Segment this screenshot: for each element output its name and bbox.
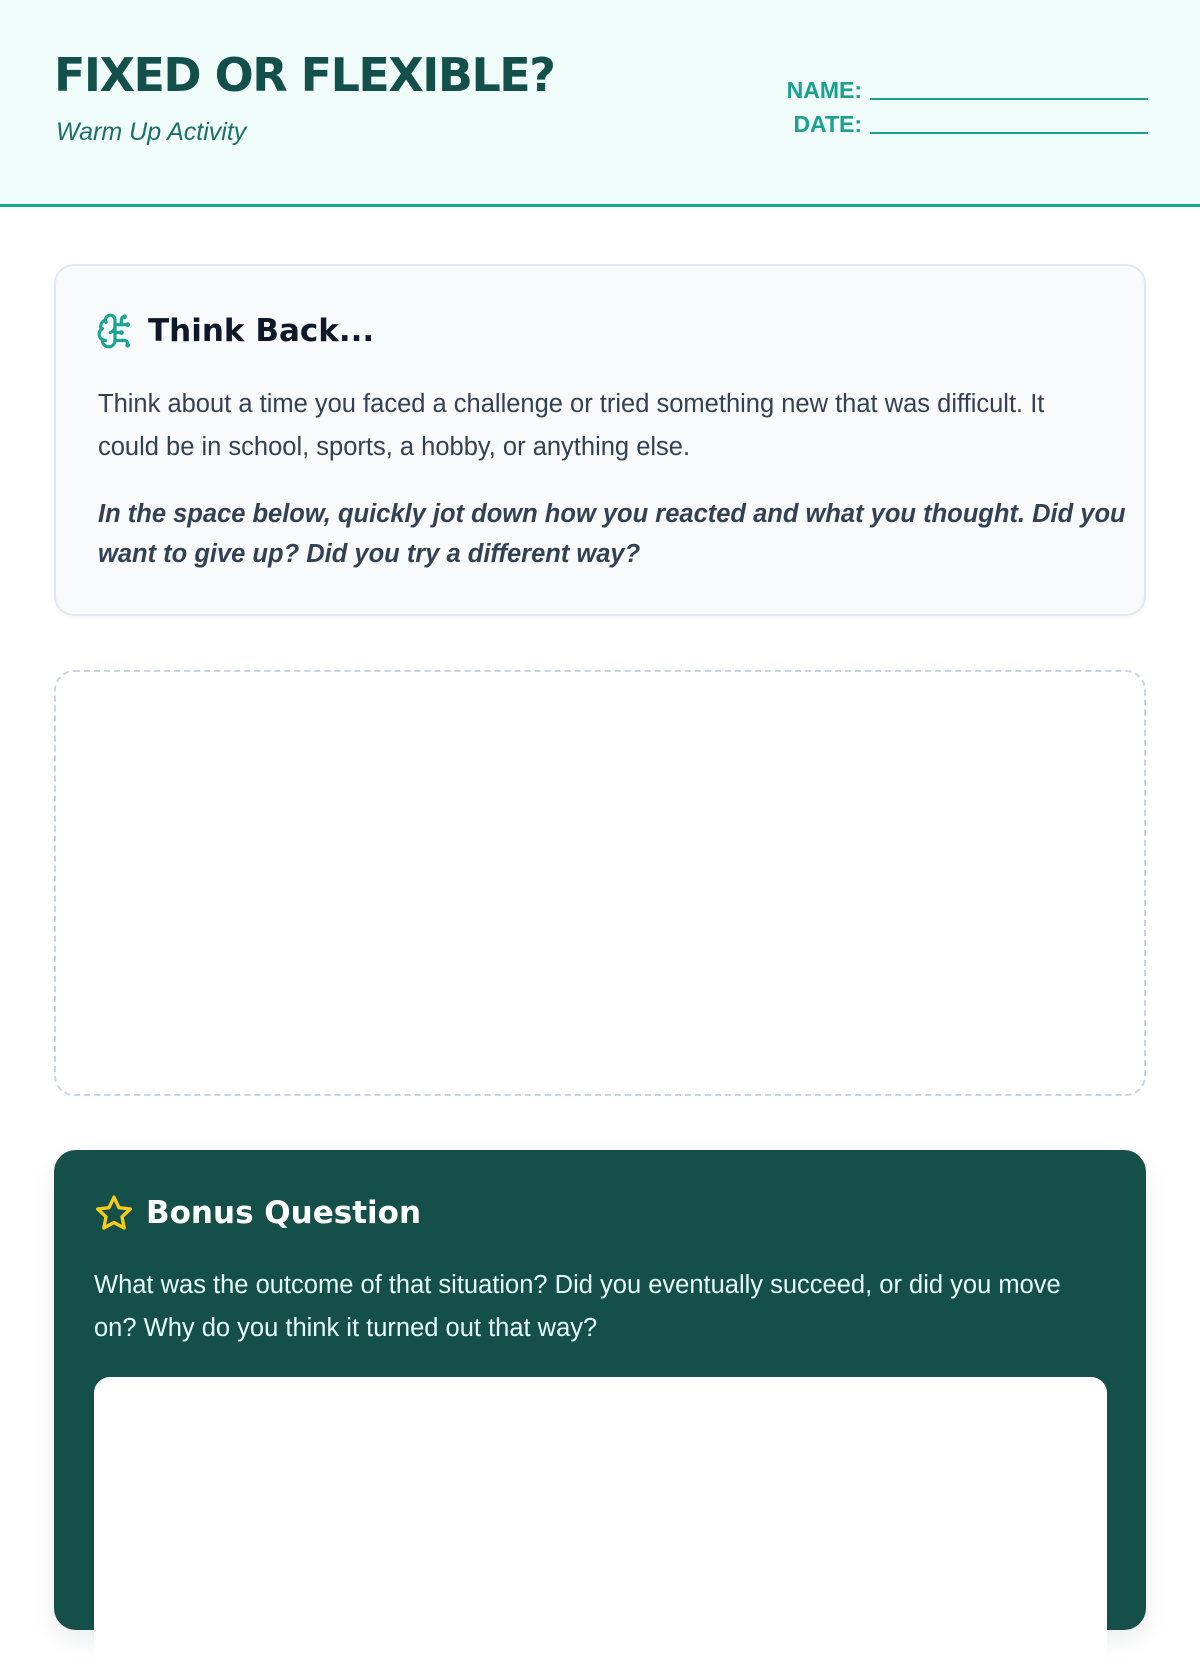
think-back-title: Think Back... [148, 313, 375, 349]
student-info [776, 70, 1148, 138]
date-row [776, 104, 1148, 138]
bonus-answer-space[interactable] [94, 1377, 1107, 1677]
brain-icon [96, 312, 134, 350]
think-back-card [54, 264, 1146, 616]
bonus-question-card [54, 1150, 1146, 1630]
name-field[interactable] [870, 74, 1148, 100]
page-header [0, 0, 1200, 207]
star-icon [94, 1193, 134, 1233]
page-subtitle: Warm Up Activity [56, 118, 247, 146]
think-back-text: Think about a time you faced a challenge or tried something new that was difficult. It could be in school, sports, a hobby, or anything else. [98, 390, 1045, 461]
bonus-text: What was the outcome of that situation? Did you eventually succeed, or did you move on? Why do you think it turned out that way? [94, 1271, 1061, 1342]
page-title: FIXED OR FLEXIBLE? [54, 48, 555, 102]
answer-space[interactable] [54, 670, 1146, 1096]
bonus-heading [94, 1193, 421, 1233]
bonus-title: Bonus Question [146, 1195, 422, 1231]
name-label: NAME: [786, 77, 862, 103]
date-field[interactable] [870, 108, 1148, 134]
name-row [776, 70, 1148, 104]
date-label: DATE: [793, 111, 862, 137]
think-back-heading [96, 312, 374, 350]
think-back-instruction: In the space below, quickly jot down how you reacted and what you thought. Did you want to give up? Did you try a different way? [98, 500, 1126, 568]
